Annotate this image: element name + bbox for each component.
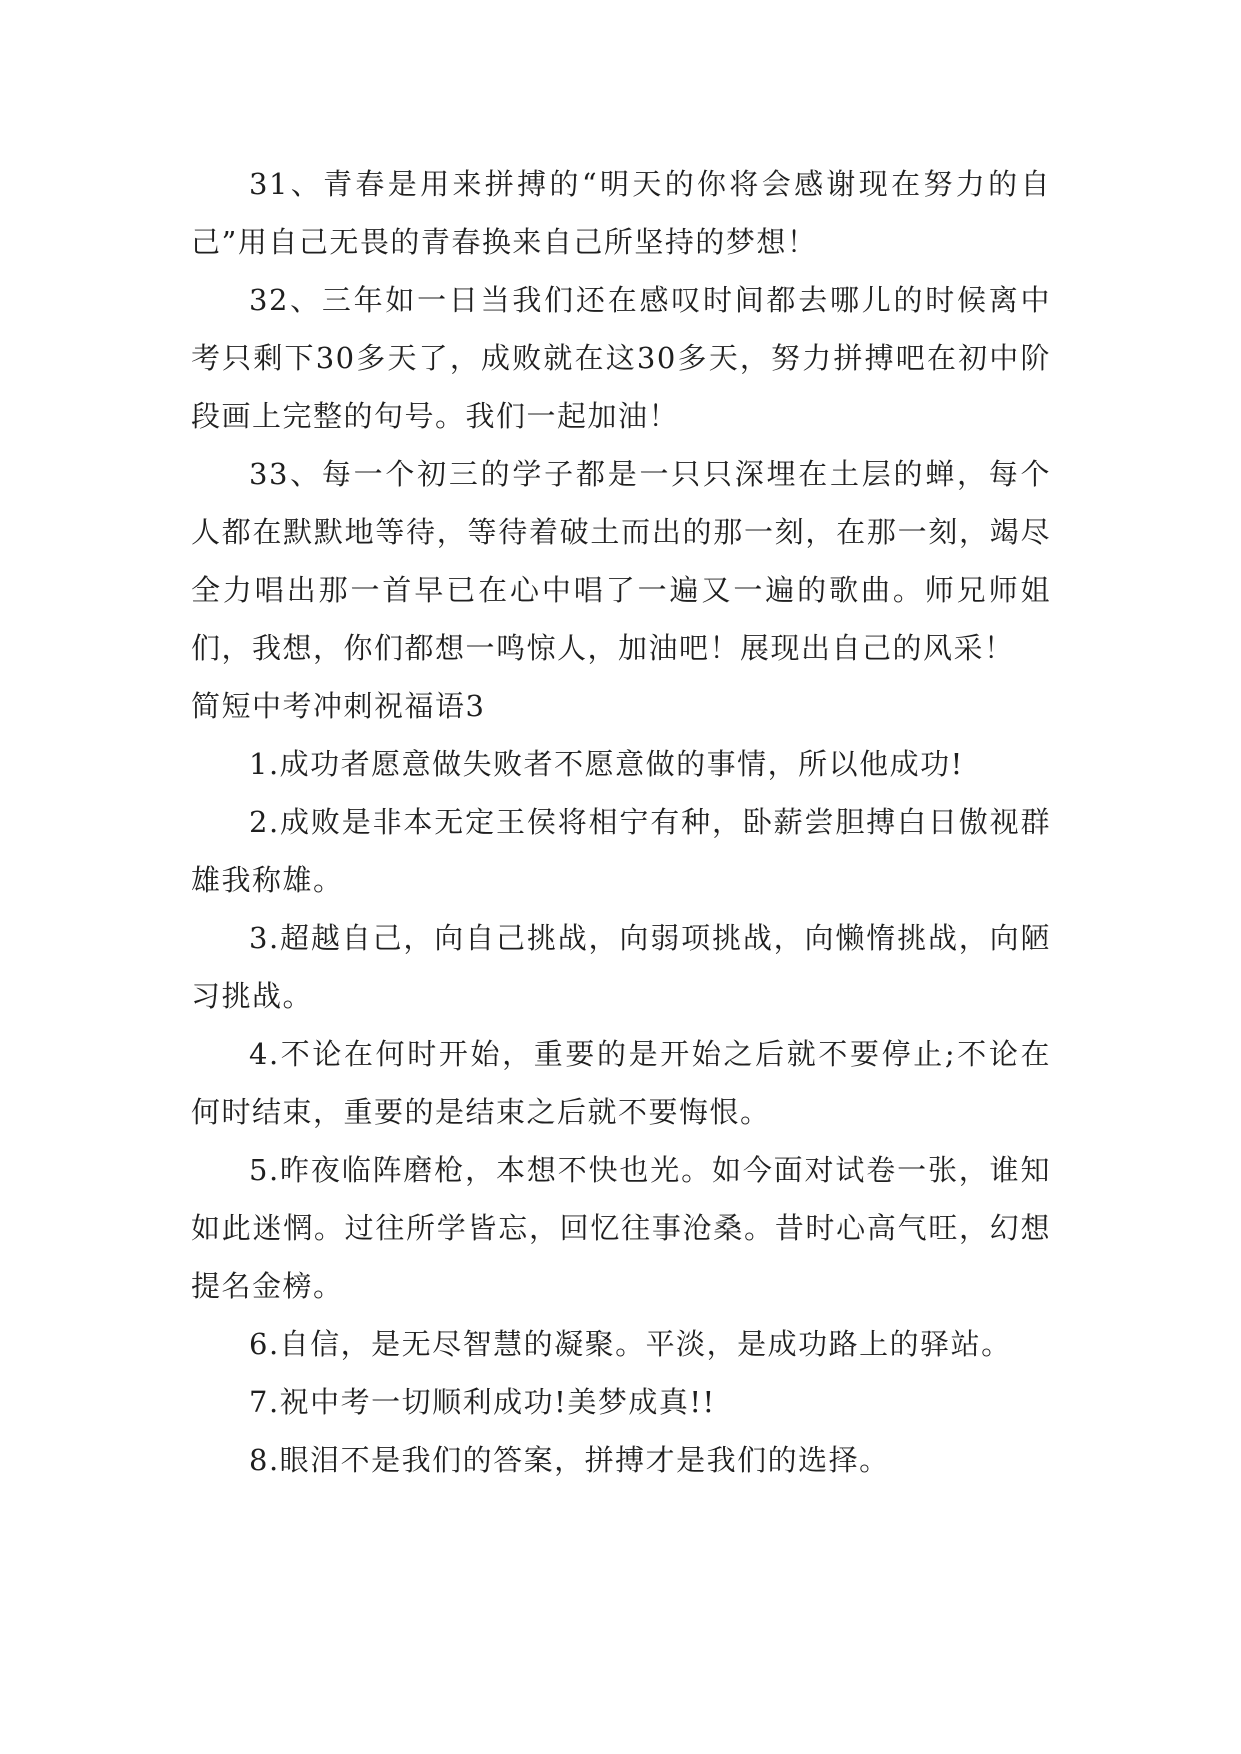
section-heading: 简短中考冲刺祝福语3 — [191, 689, 486, 723]
list-item-3: 3.超越自己，向自己挑战，向弱项挑战，向懒惰挑战，向陋习挑战。 — [191, 921, 1051, 1013]
paragraph-33: 33、每一个初三的学子都是一只只深埋在土层的蝉，每个人都在默默地等待，等待着破土而出的那一刻，在那一刻，竭尽全力唱出那一首早已在心中唱了一遍又一遍的歌曲。师兄师姐们，我想，你们都想一鸣惊人，加油吧！展现出自己的风采！ — [191, 457, 1051, 665]
list-item-7: 7.祝中考一切顺利成功!美梦成真!! — [249, 1385, 716, 1419]
list-item-8: 8.眼泪不是我们的答案，拼搏才是我们的选择。 — [249, 1443, 890, 1477]
document-body — [191, 155, 1051, 1489]
paragraph-32: 32、三年如一日当我们还在感叹时间都去哪儿的时候离中考只剩下30多天了，成败就在这30多天，努力拼搏吧在初中阶段画上完整的句号。我们一起加油！ — [191, 283, 1051, 433]
list-item-4: 4.不论在何时开始，重要的是开始之后就不要停止;不论在何时结束，重要的是结束之后就不要悔恨。 — [191, 1037, 1051, 1129]
list-item-5: 5.昨夜临阵磨枪，本想不快也光。如今面对试卷一张，谁知如此迷惘。过往所学皆忘，回忆往事沧桑。昔时心高气旺，幻想提名金榜。 — [191, 1153, 1051, 1303]
paragraph-31: 31、青春是用来拼搏的“明天的你将会感谢现在努力的自己”用自己无畏的青春换来自己所坚持的梦想！ — [191, 167, 1051, 259]
list-item-6: 6.自信，是无尽智慧的凝聚。平淡，是成功路上的驿站。 — [249, 1327, 1012, 1361]
list-item-2: 2.成败是非本无定王侯将相宁有种，卧薪尝胆搏白日傲视群雄我称雄。 — [191, 805, 1051, 897]
list-item-1: 1.成功者愿意做失败者不愿意做的事情，所以他成功! — [249, 747, 964, 781]
